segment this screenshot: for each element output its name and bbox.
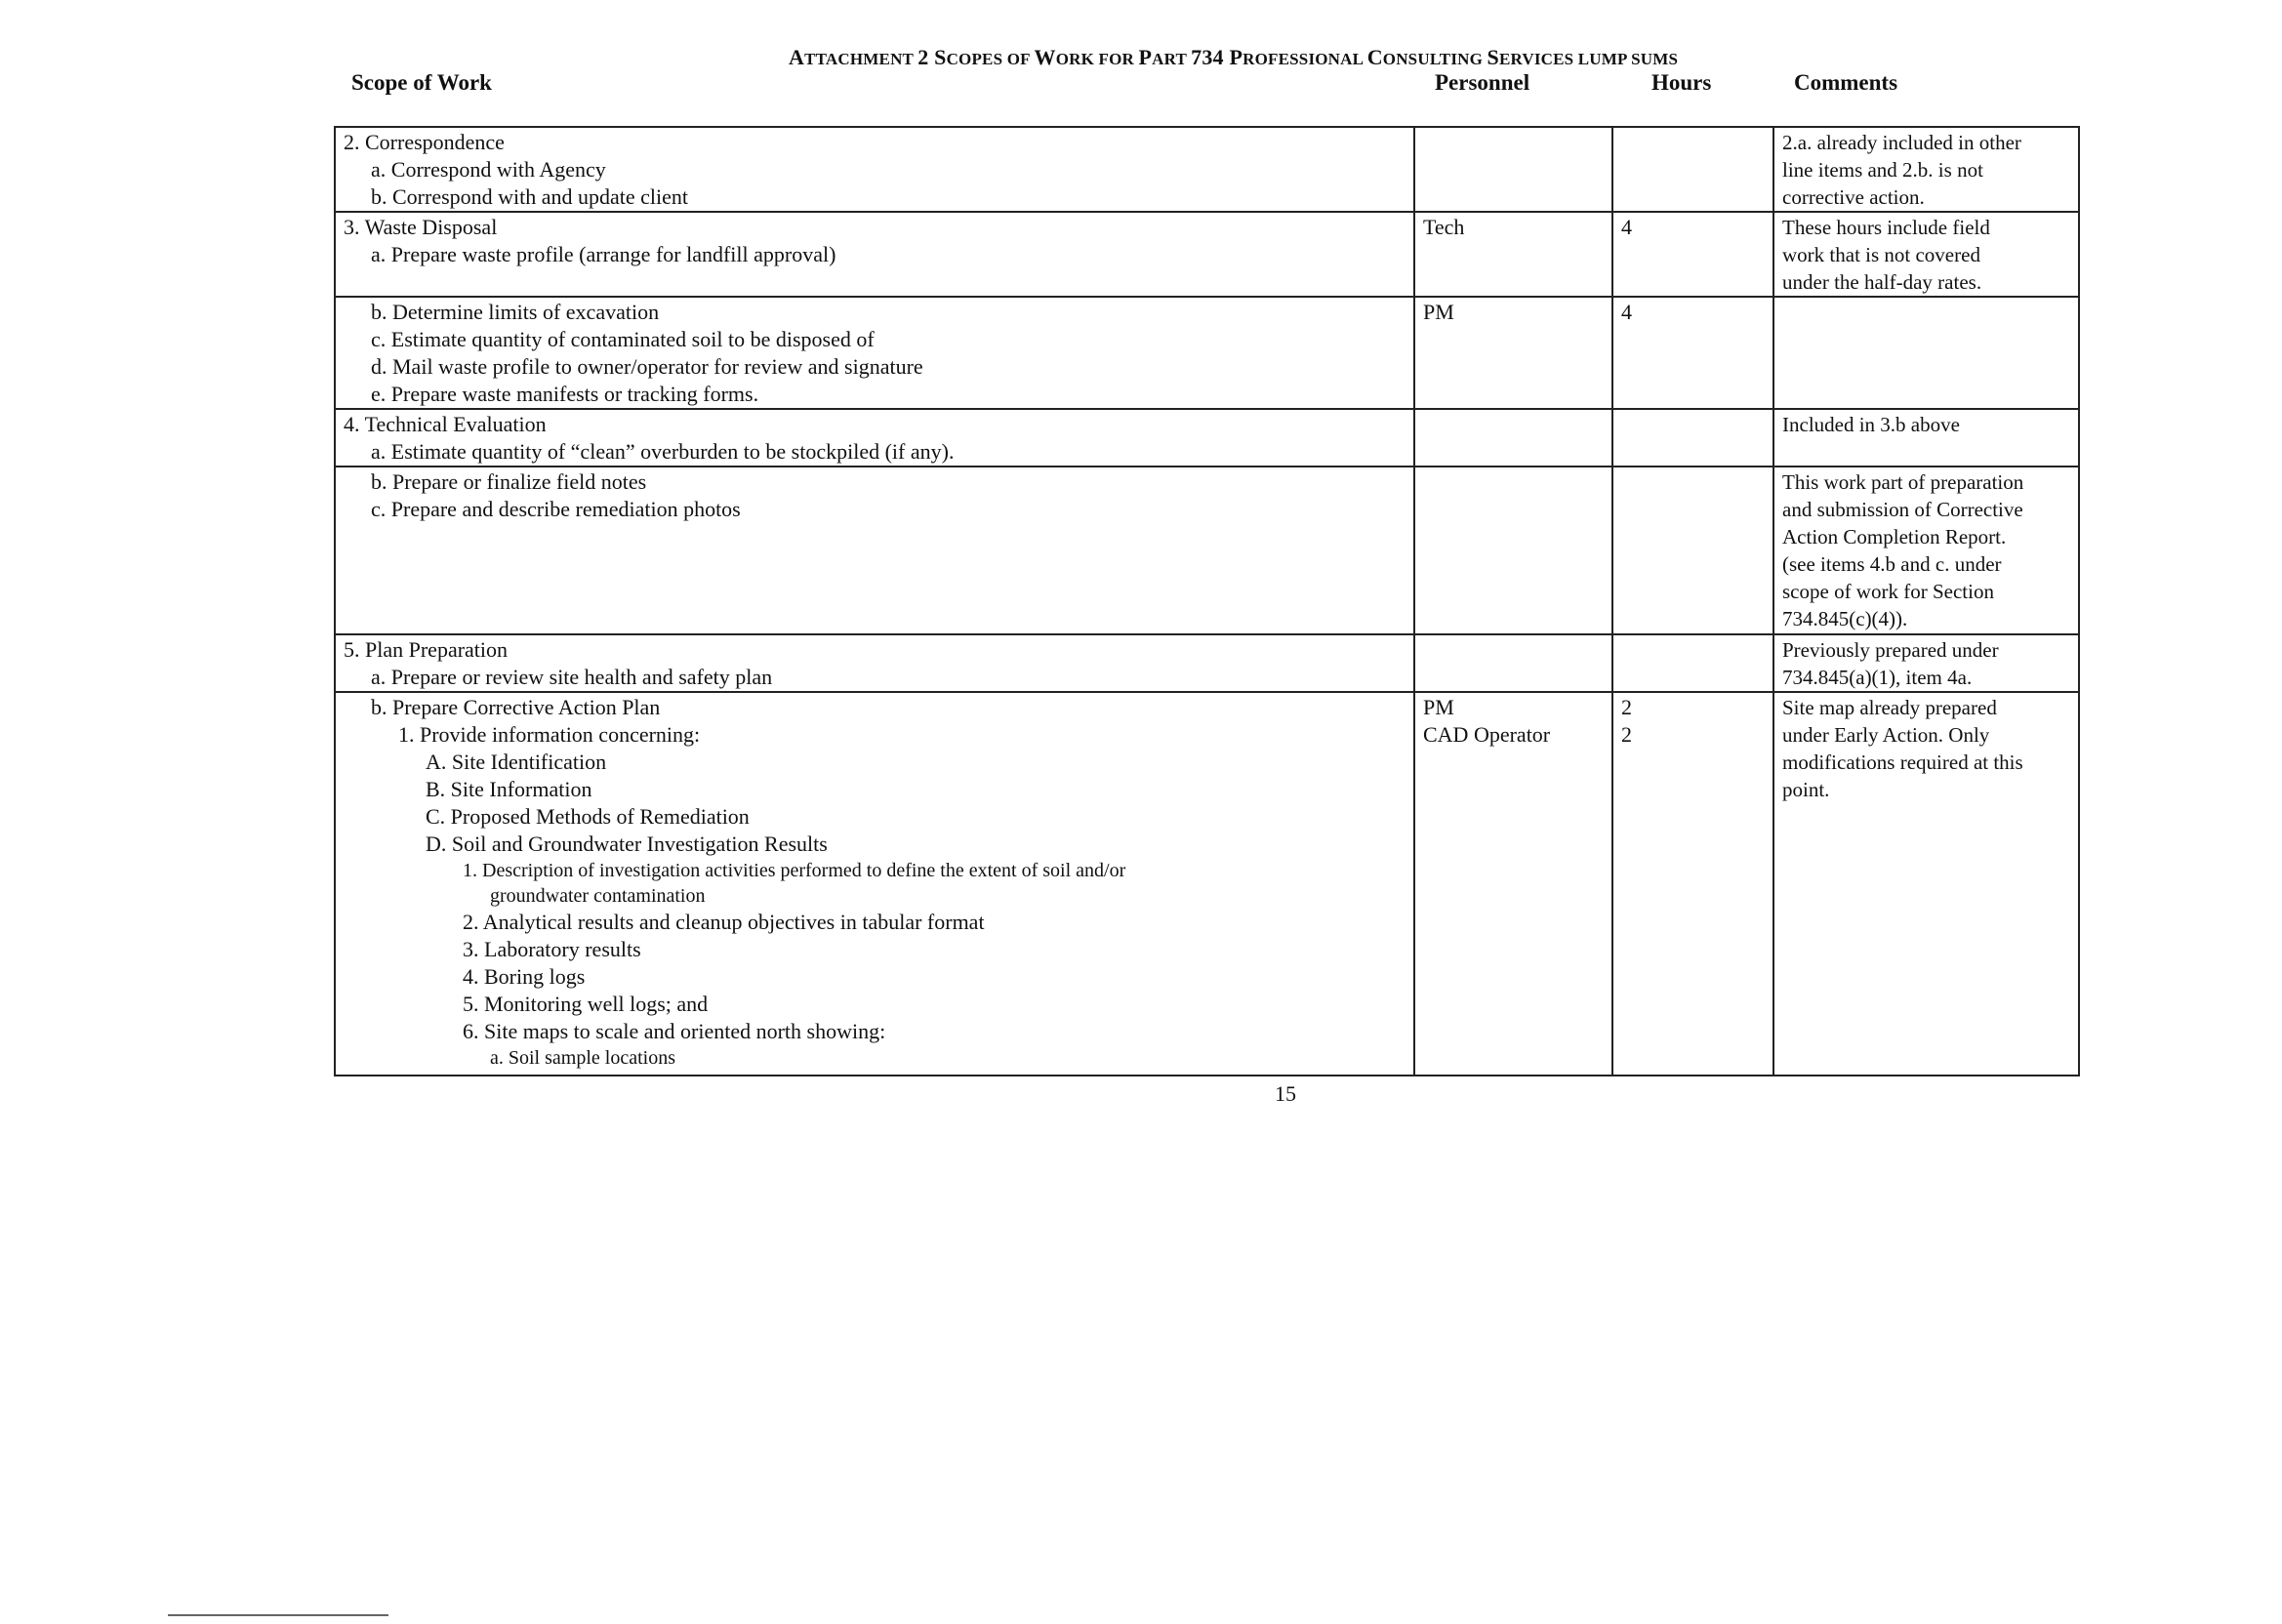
comments-line: under Early Action. Only [1782, 723, 1990, 747]
scope-line: B. Site Information [426, 777, 592, 801]
scope-line: 4. Boring logs [463, 964, 586, 989]
comments-cell [1773, 297, 2079, 409]
hours-cell [1612, 467, 1773, 634]
hours-cell [1612, 692, 1773, 1076]
hours-line: 2 [1621, 722, 1632, 747]
title-part: S [1487, 45, 1499, 69]
scope-line: d. Mail waste profile to owner/operator for review and signature [371, 354, 923, 379]
comments-line: 734.845(c)(4)). [1782, 607, 1908, 630]
scope-line: 2. Correspondence [344, 130, 505, 154]
comments-line: point. [1782, 778, 1830, 801]
title-part: C [1366, 45, 1383, 69]
scope-line: 5. Plan Preparation [344, 637, 509, 662]
page-number: 15 [1275, 1081, 1296, 1106]
title-part: ROFESSIONAL [1243, 50, 1367, 68]
comments-cell [1773, 212, 2079, 297]
hours-cell [1612, 634, 1773, 692]
personnel-cell [1414, 467, 1612, 634]
hours-cell [1612, 127, 1773, 212]
comments-line: Action Completion Report. [1782, 525, 2007, 548]
scope-line: b. Prepare or finalize field notes [371, 469, 647, 494]
footer-rule [168, 1614, 388, 1616]
comments-line: line items and 2.b. is not [1782, 158, 1983, 182]
title-part: P [1138, 45, 1153, 69]
personnel-cell [1414, 297, 1612, 409]
title-part: 734 P [1191, 45, 1243, 69]
personnel-line: PM [1423, 300, 1454, 324]
scope-line: C. Proposed Methods of Remediation [426, 804, 750, 829]
comments-line: 2.a. already included in other [1782, 131, 2021, 154]
title-part: ORK FOR [1055, 50, 1139, 68]
personnel-line: PM [1423, 695, 1454, 719]
scope-cell [335, 212, 1414, 297]
scope-line: 1. Description of investigation activities performed to define the extent of soil and/or [463, 860, 1126, 881]
document-title [789, 45, 1678, 70]
comments-line: Previously prepared under [1782, 638, 1999, 662]
comments-line: Included in 3.b above [1782, 413, 1960, 436]
title-part: W [1034, 45, 1056, 69]
comments-line: scope of work for Section [1782, 580, 1994, 603]
comments-cell [1773, 692, 2079, 1076]
table-row [335, 127, 2079, 212]
scope-line: D. Soil and Groundwater Investigation Results [426, 832, 828, 856]
personnel-cell [1414, 212, 1612, 297]
title-part: A [789, 45, 805, 69]
personnel-cell [1414, 409, 1612, 467]
comments-line: modifications required at this [1782, 751, 2023, 774]
personnel-cell [1414, 127, 1612, 212]
scope-line: b. Prepare Corrective Action Plan [371, 695, 661, 719]
scope-line: a. Correspond with Agency [371, 157, 606, 182]
scope-line: e. Prepare waste manifests or tracking forms. [371, 382, 759, 406]
scope-cell [335, 409, 1414, 467]
hours-line: 2 [1621, 695, 1632, 719]
table-row [335, 692, 2079, 1076]
comments-line: This work part of preparation [1782, 470, 2024, 494]
comments-line: 734.845(a)(1), item 4a. [1782, 666, 1973, 689]
scope-line: 3. Waste Disposal [344, 215, 498, 239]
scope-cell [335, 467, 1414, 634]
scope-line: 2. Analytical results and cleanup objectives in tabular format [463, 910, 985, 934]
scope-line: 6. Site maps to scale and oriented north showing: [463, 1019, 886, 1043]
title-part: ART [1152, 50, 1192, 68]
personnel-line: CAD Operator [1423, 722, 1551, 747]
table-row [335, 297, 2079, 409]
scope-line: 3. Laboratory results [463, 937, 641, 961]
hours-cell [1612, 212, 1773, 297]
title-part: TTACHMENT [804, 50, 918, 68]
comments-line: under the half-day rates. [1782, 270, 1982, 294]
scope-line: a. Estimate quantity of “clean” overburden to be stockpiled (if any). [371, 439, 955, 464]
comments-line: Site map already prepared [1782, 696, 1997, 719]
scope-line: a. Prepare waste profile (arrange for landfill approval) [371, 242, 836, 266]
title-part: COPES OF [946, 50, 1035, 68]
scope-cell [335, 634, 1414, 692]
scope-line: A. Site Identification [426, 750, 607, 774]
comments-cell [1773, 467, 2079, 634]
scope-line: c. Prepare and describe remediation photos [371, 497, 741, 521]
comments-line: work that is not covered [1782, 243, 1980, 266]
table-row [335, 212, 2079, 297]
comments-line: corrective action. [1782, 185, 1925, 209]
comments-cell [1773, 409, 2079, 467]
scope-cell [335, 127, 1414, 212]
comments-cell [1773, 127, 2079, 212]
personnel-cell [1414, 634, 1612, 692]
scope-line: 5. Monitoring well logs; and [463, 992, 709, 1016]
hours-line: 4 [1621, 215, 1632, 239]
column-header-comments: Comments [1794, 70, 1898, 95]
table-row [335, 467, 2079, 634]
comments-cell [1773, 634, 2079, 692]
scope-line: 1. Provide information concerning: [398, 722, 701, 747]
table-row [335, 634, 2079, 692]
column-header-hours: Hours [1651, 70, 1712, 95]
hours-line: 4 [1621, 300, 1632, 324]
hours-cell [1612, 297, 1773, 409]
table-row [335, 409, 2079, 467]
scope-of-work-table [334, 126, 2080, 1076]
comments-line: and submission of Corrective [1782, 498, 2023, 521]
scope-line: b. Determine limits of excavation [371, 300, 660, 324]
title-part: 2 S [917, 45, 947, 69]
title-part: ERVICES LUMP SUMS [1498, 50, 1679, 68]
personnel-line: Tech [1423, 215, 1465, 239]
column-header-personnel: Personnel [1435, 70, 1530, 95]
scope-cell [335, 692, 1414, 1076]
scope-line: a. Prepare or review site health and safety plan [371, 665, 773, 689]
hours-cell [1612, 409, 1773, 467]
scope-line: a. Soil sample locations [490, 1047, 675, 1069]
comments-line: (see items 4.b and c. under [1782, 552, 2002, 576]
scope-cell [335, 297, 1414, 409]
scope-line: b. Correspond with and update client [371, 184, 689, 209]
scope-line: groundwater contamination [490, 885, 706, 907]
scope-line: c. Estimate quantity of contaminated soil to be disposed of [371, 327, 875, 351]
scope-line: 4. Technical Evaluation [344, 412, 547, 436]
title-part: ONSULTING [1382, 50, 1487, 68]
column-header-scope: Scope of Work [351, 70, 492, 95]
personnel-cell [1414, 692, 1612, 1076]
comments-line: These hours include field [1782, 216, 1990, 239]
